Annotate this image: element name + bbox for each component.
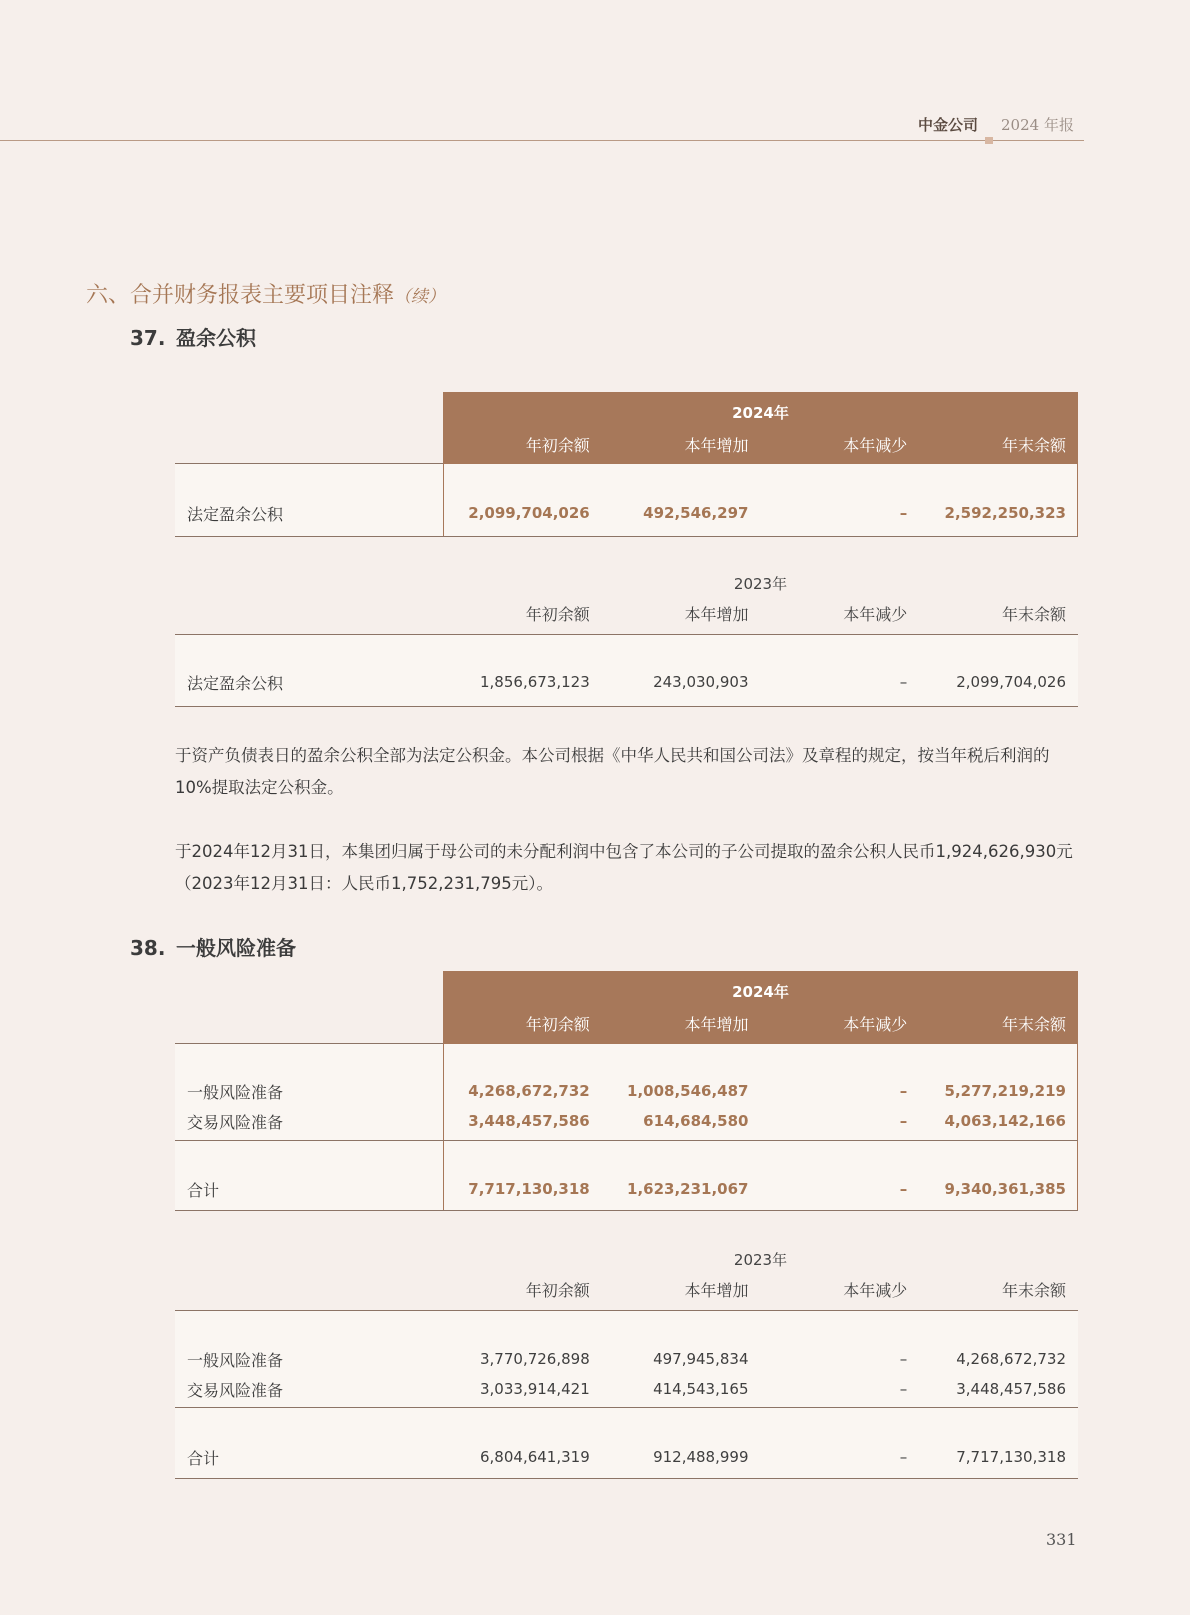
cell: 2,099,704,026 — [956, 673, 1066, 691]
cell: 497,945,834 — [653, 1350, 749, 1368]
table-body — [175, 1044, 1078, 1141]
note-38-number: 38. — [130, 936, 166, 960]
col-decrease: 本年减少 — [843, 1015, 908, 1034]
cell: 492,546,297 — [643, 504, 749, 522]
cell: 3,770,726,898 — [480, 1350, 590, 1368]
cell: 6,804,641,319 — [480, 1448, 590, 1466]
risk-reserve-table-2023 — [175, 1239, 1078, 1480]
note-37-heading — [130, 322, 256, 351]
cell: 2,099,704,026 — [468, 504, 590, 522]
note-38-heading — [130, 932, 296, 961]
row-label: 交易风险准备 — [187, 1380, 284, 1400]
cell: 7,717,130,318 — [956, 1448, 1066, 1466]
header-marker — [985, 137, 993, 144]
header-company: 中金公司 — [918, 116, 979, 134]
cell: 614,684,580 — [643, 1112, 749, 1130]
cell: – — [899, 673, 908, 691]
note-37-number: 37. — [130, 326, 166, 350]
table-row — [175, 1108, 1078, 1134]
cell: – — [899, 1448, 908, 1466]
cell: – — [899, 1350, 908, 1368]
row-label: 交易风险准备 — [187, 1112, 284, 1132]
cell: 1,856,673,123 — [480, 673, 590, 691]
cell: 3,448,457,586 — [956, 1380, 1066, 1398]
col-decrease: 本年减少 — [843, 1281, 908, 1300]
col-closing-balance: 年末余额 — [1001, 1281, 1066, 1300]
total-label: 合计 — [187, 1448, 220, 1468]
cell: 1,008,546,487 — [627, 1082, 749, 1100]
section-title — [86, 278, 445, 309]
table-year-header: 2024年 — [732, 983, 789, 1001]
col-closing-balance: 年末余额 — [1001, 436, 1066, 455]
table-total-row — [175, 1444, 1078, 1470]
col-opening-balance: 年初余额 — [525, 1015, 590, 1034]
cell: 4,063,142,166 — [944, 1112, 1066, 1130]
col-closing-balance: 年末余额 — [1001, 1015, 1066, 1034]
row-label: 一般风险准备 — [187, 1350, 284, 1370]
table-total-block — [175, 1408, 1078, 1479]
cell: – — [899, 504, 908, 522]
section-title-continued: （续） — [394, 287, 446, 307]
risk-reserve-table-2024 — [175, 971, 1078, 1212]
col-opening-balance: 年初余额 — [525, 605, 590, 624]
table-total-block — [175, 1141, 1078, 1211]
cell: 5,277,219,219 — [944, 1082, 1066, 1100]
cell: 4,268,672,732 — [468, 1082, 590, 1100]
surplus-reserve-table-2023 — [175, 563, 1078, 708]
col-increase: 本年增加 — [684, 1015, 749, 1034]
table-year-header: 2023年 — [733, 575, 788, 593]
table-column-headers — [443, 602, 1078, 625]
table-total-row — [175, 1176, 1078, 1202]
row-label: 法定盈余公积 — [187, 673, 284, 693]
cell: 7,717,130,318 — [468, 1180, 590, 1198]
table-body — [175, 635, 1078, 707]
cell: 2,592,250,323 — [944, 504, 1066, 522]
note-37-title: 盈余公积 — [176, 326, 256, 350]
table-column-headers — [443, 1278, 1078, 1301]
table-row — [175, 1376, 1078, 1402]
table-row — [175, 1346, 1078, 1372]
section-title-text: 六、合并财务报表主要项目注释 — [86, 283, 395, 308]
row-label: 一般风险准备 — [187, 1082, 284, 1102]
col-increase: 本年增加 — [684, 605, 749, 624]
table-column-headers — [443, 1012, 1078, 1035]
col-opening-balance: 年初余额 — [525, 436, 590, 455]
cell: 1,623,231,067 — [627, 1180, 749, 1198]
table-row — [175, 669, 1078, 695]
table-row — [175, 1078, 1078, 1104]
cell: 3,448,457,586 — [468, 1112, 590, 1130]
note-37-paragraph-2: 于2024年12月31日，本集团归属于母公司的未分配利润中包含了本公司的子公司提取的盈余公积人民币1,924,626,930元（2023年12月31日：人民币1,752,231,795元）。 — [175, 842, 1073, 893]
cell: – — [899, 1082, 908, 1100]
row-label: 法定盈余公积 — [187, 504, 284, 524]
total-label: 合计 — [187, 1180, 220, 1200]
cell: 243,030,903 — [653, 673, 749, 691]
cell: 4,268,672,732 — [956, 1350, 1066, 1368]
cell: 9,340,361,385 — [944, 1180, 1066, 1198]
surplus-reserve-table-2024 — [175, 392, 1078, 538]
table-body — [175, 1311, 1078, 1408]
cell: – — [899, 1112, 908, 1130]
table-row — [175, 500, 1078, 526]
note-38-title: 一般风险准备 — [176, 936, 296, 960]
header-rule — [0, 140, 1084, 141]
col-increase: 本年增加 — [684, 1281, 749, 1300]
cell: 912,488,999 — [653, 1448, 749, 1466]
note-37-paragraph-1: 于资产负债表日的盈余公积全部为法定公积金。本公司根据《中华人民共和国公司法》及章程的规定，按当年税后利润的10%提取法定公积金。 — [175, 746, 1050, 797]
table-column-headers — [443, 433, 1078, 456]
header-year-report: 2024 年报 — [1001, 116, 1074, 134]
col-decrease: 本年减少 — [843, 436, 908, 455]
col-opening-balance: 年初余额 — [525, 1281, 590, 1300]
table-body — [175, 464, 1078, 537]
col-decrease: 本年减少 — [843, 605, 908, 624]
page-number: 331 — [1046, 1530, 1077, 1549]
cell: 414,543,165 — [653, 1380, 749, 1398]
col-increase: 本年增加 — [684, 436, 749, 455]
col-closing-balance: 年末余额 — [1001, 605, 1066, 624]
table-year-header: 2024年 — [732, 404, 789, 422]
cell: – — [899, 1180, 908, 1198]
table-year-header: 2023年 — [733, 1251, 788, 1269]
cell: 3,033,914,421 — [480, 1380, 590, 1398]
cell: – — [899, 1380, 908, 1398]
